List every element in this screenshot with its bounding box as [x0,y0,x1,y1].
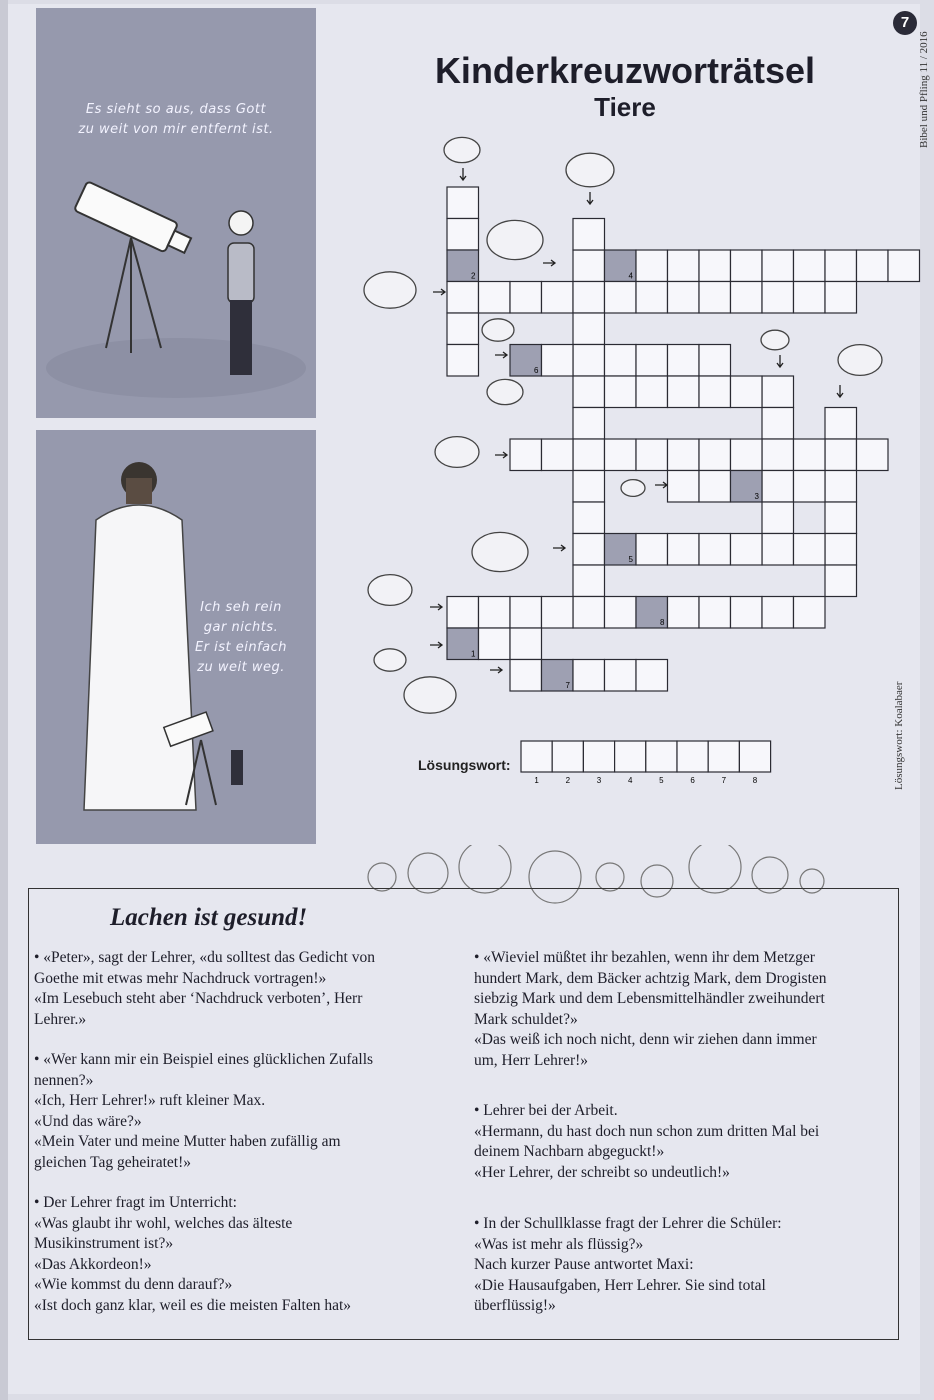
crossword-cell[interactable] [510,439,542,471]
crossword-cell[interactable] [542,439,574,471]
smiley-icon [459,845,511,893]
solution-box[interactable] [677,741,708,772]
solution-cell-number: 3 [754,492,759,501]
crossword-cell[interactable] [573,408,605,440]
crossword-cell[interactable] [605,660,637,692]
clue-arrow-icon [777,355,783,367]
solution-cell-number: 5 [628,555,633,564]
page-number-badge: 7 [893,11,917,35]
crossword-cell[interactable] [731,282,763,314]
crossword-cell[interactable] [668,471,700,503]
crossword-cell[interactable] [762,534,794,566]
smiley-icon [689,845,741,893]
guinea-pig-icon [566,153,614,187]
crossword-cell[interactable] [605,282,637,314]
crossword-cell[interactable] [825,250,857,282]
crossword-cell[interactable] [573,660,605,692]
crossword-cell[interactable] [510,597,542,629]
clue-arrow-icon [495,452,507,458]
crossword-cell[interactable] [479,282,511,314]
solution-cell-number: 8 [660,618,665,627]
crossword-cell[interactable] [699,376,731,408]
crossword-cell[interactable] [731,597,763,629]
crossword-cell[interactable] [605,376,637,408]
crossword-cell[interactable] [888,250,920,282]
clue-arrow-icon [430,604,442,610]
crossword-cell[interactable] [573,471,605,503]
crossword-cell[interactable] [479,597,511,629]
crossword-cell[interactable] [825,534,857,566]
solution-label: Lösungswort: [418,757,511,773]
puzzle-subtitle: Tiere [594,92,656,122]
clue-arrow-icon [490,667,502,673]
crossword-cell[interactable] [605,597,637,629]
horse-icon [838,345,882,376]
crossword-cell[interactable] [510,660,542,692]
crossword-cell[interactable] [699,250,731,282]
crossword-cell[interactable] [636,282,668,314]
cat-icon [374,649,406,671]
crossword-cell[interactable] [762,376,794,408]
crossword-cell[interactable] [542,282,574,314]
crossword-cell[interactable] [573,534,605,566]
crossword-cell[interactable] [825,282,857,314]
joke-2: • «Wer kann mir ein Beispiel eines glücklichen Zufalls nennen?» «Ich, Herr Lehrer!» ruft kleiner Max. «Und das wäre?» «Mein Vater und meine Mutter haben zufällig am gleichen Tag geheiratet!» [34,1051,374,1171]
clue-arrow-icon [587,192,593,204]
crossword-cell[interactable] [605,439,637,471]
crossword-cell[interactable] [636,376,668,408]
crossword-cell[interactable] [762,471,794,503]
crossword-cell[interactable] [573,565,605,597]
crossword-cell[interactable] [573,345,605,377]
crossword-cell[interactable] [668,250,700,282]
jellyfish-icon [621,480,645,497]
crossword-cell[interactable] [825,439,857,471]
crossword-cell[interactable] [573,597,605,629]
crossword-cell[interactable] [731,376,763,408]
clue-arrow-icon [433,289,445,295]
clue-arrow-icon [543,260,555,266]
solution-cell-number: 1 [471,649,476,659]
crossword-cell[interactable] [762,502,794,534]
joke-3: • Der Lehrer fragt im Unterricht: «Was glaubt ihr wohl, welches das älteste Musikinstrument ist?» «Das Akkordeon!» «Wie kommst du denn darauf?» «Ist doch ganz klar, weil es die meisten Falten hat» [34,1194,352,1314]
crossword-cell[interactable] [794,597,826,629]
crossword-cell[interactable] [762,282,794,314]
crossword-cell[interactable] [762,597,794,629]
solution-box[interactable] [708,741,739,772]
crossword-cell[interactable] [605,345,637,377]
crossword-cell[interactable] [636,439,668,471]
clue-arrow-icon [655,482,667,488]
crossword-cell[interactable] [636,534,668,566]
crossword-cell[interactable] [794,250,826,282]
solution-box-number: 1 [534,776,539,785]
joke-1: • «Peter», sagt der Lehrer, «du solltest das Gedicht von Goethe mit etwas mehr Nachdruck vortragen!» «Im Lesebuch steht aber ‘Nachdruck verboten’, Herr Lehrer.» [34,949,375,1028]
crossword-cell[interactable] [699,471,731,503]
crossword-cell[interactable] [542,345,574,377]
crossword-cell[interactable] [510,628,542,660]
crossword-cell[interactable] [825,502,857,534]
solution-word-hint: Lösungswort: Koalabaer [893,681,905,790]
solution-box[interactable] [521,741,552,772]
crossword-cell[interactable] [699,345,731,377]
elephant-icon [487,220,543,259]
magazine-issue-label: Bibel und Pfling 11 / 2016 [918,31,930,148]
joke-4: • «Wieviel müßtet ihr bezahlen, wenn ihr dem Metzger hundert Mark, dem Bäcker achtzig Mark, dem Drogisten siebzig Mark und dem Lebensmittelhändler zweihundert Mark schuldet?» «Das weiß ich noch nicht, denn wir ziehen dann immer um, Herr Lehrer!» [474,949,827,1069]
crossword-cell[interactable] [668,376,700,408]
crossword-cell[interactable] [699,439,731,471]
crossword-cell[interactable] [447,345,479,377]
clue-arrow-icon [460,168,466,180]
butterfly-icon [364,272,416,308]
crossword-cell[interactable] [573,502,605,534]
solution-box-number: 6 [690,776,695,785]
crossword-cell[interactable] [668,597,700,629]
crossword-cell[interactable] [857,439,889,471]
snake-icon [761,330,789,350]
crossword-cell[interactable] [762,408,794,440]
crossword-cell[interactable] [510,282,542,314]
crossword-cell[interactable] [447,187,479,219]
clue-arrow-icon [837,385,843,397]
crossword-cell[interactable] [668,439,700,471]
crossword-cell[interactable] [668,345,700,377]
crossword-cell[interactable] [825,408,857,440]
smiley-icon [368,863,396,891]
crossword-cell[interactable] [794,534,826,566]
crossword-cell[interactable] [668,534,700,566]
crossword-cell[interactable] [825,565,857,597]
solution-cell-number: 7 [565,681,570,690]
solution-box[interactable] [646,741,677,772]
crossword-cell[interactable] [447,597,479,629]
crossword-cell[interactable] [447,313,479,345]
crossword-cell[interactable] [762,439,794,471]
puzzle-title: Kinderkreuzworträtsel [434,50,816,91]
crossword-cell[interactable] [731,439,763,471]
crossword-cell[interactable] [479,628,511,660]
squirrel-icon [368,575,412,606]
crossword-cell[interactable] [794,282,826,314]
crossword-cell[interactable] [573,313,605,345]
solution-box-number: 4 [627,776,633,785]
crossword-cell[interactable] [636,250,668,282]
frog-icon [444,137,480,162]
crossword-cell[interactable] [699,534,731,566]
crossword-cell[interactable] [447,219,479,251]
crossword-cell[interactable] [573,376,605,408]
comic-caption-2: Ich seh rein gar nichts. Er ist einfach zu weit weg. [194,600,288,675]
crossword-cell[interactable] [731,250,763,282]
crossword-cell[interactable] [573,219,605,251]
smiley-icon [596,863,624,891]
crossword-cell[interactable] [825,471,857,503]
solution-box-number: 8 [752,776,758,785]
smiley-icon [408,853,448,893]
comic-caption-1: Es sieht so aus, dass Gott zu weit von mir entfernt ist. [78,102,274,137]
solution-box-number: 3 [596,776,602,785]
crossword-cell[interactable] [794,471,826,503]
crossword-cell[interactable] [699,282,731,314]
crossword-cell[interactable] [699,597,731,629]
solution-box-number: 5 [659,776,664,785]
kangaroo-icon [404,677,456,713]
solution-box[interactable] [615,741,646,772]
rhino-icon [472,532,528,571]
crossword-cell[interactable] [762,250,794,282]
lion-icon [435,437,479,468]
crossword-cell[interactable] [573,439,605,471]
crossword-cell[interactable] [857,250,889,282]
solution-cell-number: 4 [628,271,633,281]
crossword-cell[interactable] [794,439,826,471]
joke-5: • Lehrer bei der Arbeit. «Hermann, du hast doch nun schon zum dritten Mal bei deinem Nachbarn abgeguckt!» «Her Lehrer, der schreibt so undeutlich!» [474,1102,820,1181]
crossword-cell[interactable] [636,660,668,692]
solution-cell-number: 6 [534,366,539,375]
solution-box[interactable] [583,741,614,772]
crossword-cell[interactable] [447,282,479,314]
joke-6: • In der Schullklasse fragt der Lehrer die Schüler: «Was ist mehr als flüssig?» Nach kurzer Pause antwortet Maxi: «Die Hausaufgaben, Herr Lehrer. Sie sind total überflüssig!» [474,1215,782,1314]
jokes-title: Lachen ist gesund! [110,904,308,931]
solution-box-number: 7 [721,776,727,785]
crossword-cell[interactable] [542,597,574,629]
clue-arrow-icon [430,642,442,648]
crossword-cell[interactable] [668,282,700,314]
swan-icon [487,379,523,404]
solution-box[interactable] [739,741,770,772]
solution-cell-number: 2 [471,271,476,281]
solution-box[interactable] [552,741,583,772]
crossword-cell[interactable] [731,534,763,566]
bison-icon [482,319,514,341]
crossword-cell[interactable] [636,345,668,377]
clue-arrow-icon [495,352,507,358]
crossword-cell[interactable] [573,250,605,282]
solution-box-number: 2 [565,776,571,785]
crossword-cell[interactable] [573,282,605,314]
clue-arrow-icon [553,545,565,551]
